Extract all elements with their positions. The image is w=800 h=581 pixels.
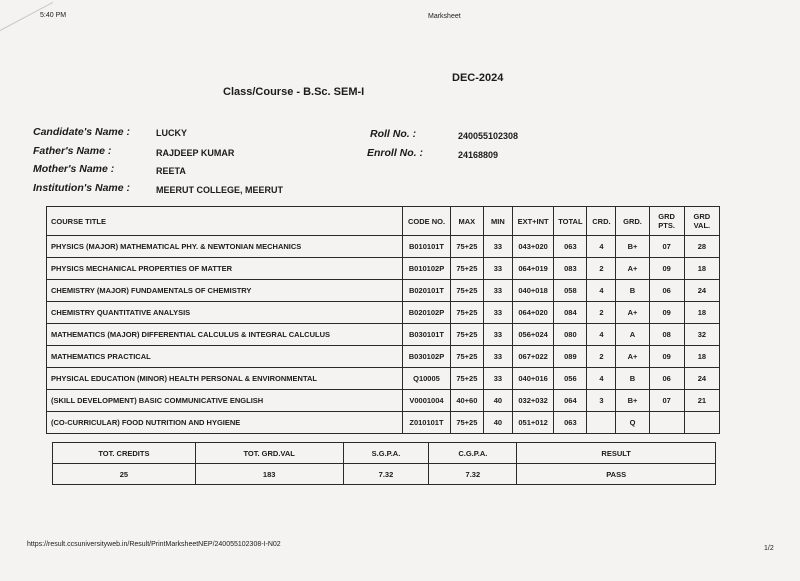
cell-ext-int: 043+020 <box>512 236 553 258</box>
cell-grade-points: 06 <box>649 368 684 390</box>
cell-min: 33 <box>483 302 512 324</box>
header-min: MIN <box>483 207 512 236</box>
cell-ext-int: 032+032 <box>512 390 553 412</box>
cell-min: 33 <box>483 258 512 280</box>
total-credits-value: 25 <box>53 464 196 485</box>
cell-total: 083 <box>554 258 587 280</box>
course-title: Class/Course - B.Sc. SEM-I <box>223 86 365 98</box>
cell-credit: 2 <box>587 302 616 324</box>
institution-name-value: MEERUT COLLEGE, MEERUT <box>156 185 284 195</box>
cell-code-no: Z010101T <box>403 412 451 434</box>
table-row <box>47 346 720 368</box>
header-grade: GRD. <box>616 207 649 236</box>
cell-grade-value: 28 <box>684 236 719 258</box>
cell-min: 33 <box>483 324 512 346</box>
cell-min: 33 <box>483 236 512 258</box>
cell-grade-points: 08 <box>649 324 684 346</box>
cell-code-no: Q10005 <box>403 368 451 390</box>
cell-total: 056 <box>554 368 587 390</box>
cell-course-title: PHYSICS MECHANICAL PROPERTIES OF MATTER <box>47 258 403 280</box>
roll-no-label: Roll No. : <box>370 128 417 140</box>
father-name-value: RAJDEEP KUMAR <box>156 148 235 158</box>
cell-total: 064 <box>554 390 587 412</box>
mother-name-label: Mother's Name : <box>33 163 115 175</box>
roll-no-value: 240055102308 <box>458 131 519 141</box>
cell-grade-value: 18 <box>684 346 719 368</box>
candidate-name-value: LUCKY <box>156 128 187 138</box>
summary-header-result: RESULT <box>517 443 716 464</box>
summary-header-grade-value: TOT. GRD.VAL <box>195 443 343 464</box>
cell-ext-int: 040+016 <box>512 368 553 390</box>
cell-grade: A+ <box>616 346 649 368</box>
summary-header-sgpa: S.G.P.A. <box>343 443 429 464</box>
cell-course-title: CHEMISTRY (MAJOR) FUNDAMENTALS OF CHEMISTRY <box>47 280 403 302</box>
page-number: 1/2 <box>764 545 774 552</box>
cell-grade: B <box>616 368 649 390</box>
cgpa-value: 7.32 <box>429 464 517 485</box>
print-time: 5:40 PM <box>40 12 67 19</box>
cell-grade-value: 24 <box>684 368 719 390</box>
table-row <box>47 236 720 258</box>
cell-code-no: B030101T <box>403 324 451 346</box>
cell-credit: 4 <box>587 236 616 258</box>
cell-ext-int: 051+012 <box>512 412 553 434</box>
cell-max: 75+25 <box>450 236 483 258</box>
cell-max: 75+25 <box>450 302 483 324</box>
cell-total: 080 <box>554 324 587 346</box>
cell-credit: 4 <box>587 280 616 302</box>
header-max: MAX <box>450 207 483 236</box>
header-grade-points: GRD PTS. <box>649 207 684 236</box>
cell-ext-int: 064+020 <box>512 302 553 324</box>
cell-total: 089 <box>554 346 587 368</box>
cell-total: 063 <box>554 236 587 258</box>
cell-grade: B <box>616 280 649 302</box>
cell-code-no: B020102P <box>403 302 451 324</box>
cell-grade: B+ <box>616 390 649 412</box>
cell-max: 75+25 <box>450 258 483 280</box>
candidate-name-label: Candidate's Name : <box>33 126 131 138</box>
cell-grade-points: 06 <box>649 280 684 302</box>
header-grade-value: GRD VAL. <box>684 207 719 236</box>
cell-grade-points: 09 <box>649 258 684 280</box>
cell-total: 084 <box>554 302 587 324</box>
cell-max: 75+25 <box>450 368 483 390</box>
cell-min: 40 <box>483 412 512 434</box>
cell-code-no: B020101T <box>403 280 451 302</box>
header-course-title: COURSE TITLE <box>47 207 403 236</box>
cell-credit: 4 <box>587 368 616 390</box>
summary-header-credits: TOT. CREDITS <box>53 443 196 464</box>
header-ext-int: EXT+INT <box>512 207 553 236</box>
cell-ext-int: 040+018 <box>512 280 553 302</box>
cell-code-no: V0001004 <box>403 390 451 412</box>
cell-grade-points: 09 <box>649 346 684 368</box>
table-row <box>47 368 720 390</box>
summary-header-row <box>53 443 716 464</box>
cell-grade: Q <box>616 412 649 434</box>
cell-credit: 2 <box>587 346 616 368</box>
enroll-no-label: Enroll No. : <box>367 147 423 159</box>
cell-max: 75+25 <box>450 280 483 302</box>
cell-total: 063 <box>554 412 587 434</box>
table-row <box>47 324 720 346</box>
marks-header-row <box>47 207 720 236</box>
enroll-no-value: 24168809 <box>458 150 499 160</box>
cell-credit: 2 <box>587 258 616 280</box>
summary-header-cgpa: C.G.P.A. <box>429 443 517 464</box>
header-total: TOTAL <box>554 207 587 236</box>
cell-grade: A+ <box>616 302 649 324</box>
exam-session: DEC-2024 <box>452 72 504 84</box>
summary-table <box>52 442 716 485</box>
cell-course-title: PHYSICAL EDUCATION (MINOR) HEALTH PERSONAL & ENVIRONMENTAL <box>47 368 403 390</box>
table-row <box>47 258 720 280</box>
print-url: https://result.ccsuniversityweb.in/Result/PrintMarksheetNEP/240055102308-I-N02 <box>27 541 281 548</box>
cell-credit <box>587 412 616 434</box>
cell-min: 40 <box>483 390 512 412</box>
cell-grade-value: 18 <box>684 258 719 280</box>
cell-max: 75+25 <box>450 412 483 434</box>
cell-max: 40+60 <box>450 390 483 412</box>
sgpa-value: 7.32 <box>343 464 429 485</box>
table-row <box>47 412 720 434</box>
cell-min: 33 <box>483 280 512 302</box>
cell-grade: A <box>616 324 649 346</box>
cell-code-no: B030102P <box>403 346 451 368</box>
cell-grade-value: 32 <box>684 324 719 346</box>
cell-min: 33 <box>483 368 512 390</box>
cell-course-title: MATHEMATICS (MAJOR) DIFFERENTIAL CALCULUS & INTEGRAL CALCULUS <box>47 324 403 346</box>
header-credit: CRD. <box>587 207 616 236</box>
cell-credit: 4 <box>587 324 616 346</box>
cell-grade-points <box>649 412 684 434</box>
cell-ext-int: 067+022 <box>512 346 553 368</box>
total-grade-value: 183 <box>195 464 343 485</box>
result-value: PASS <box>517 464 716 485</box>
cell-course-title: CHEMISTRY QUANTITATIVE ANALYSIS <box>47 302 403 324</box>
cell-course-title: MATHEMATICS PRACTICAL <box>47 346 403 368</box>
mother-name-value: REETA <box>156 166 186 176</box>
cell-course-title: (CO-CURRICULAR) FOOD NUTRITION AND HYGIENE <box>47 412 403 434</box>
header-code-no: CODE NO. <box>403 207 451 236</box>
table-row <box>47 302 720 324</box>
cell-code-no: B010101T <box>403 236 451 258</box>
summary-value-row <box>53 464 716 485</box>
cell-ext-int: 056+024 <box>512 324 553 346</box>
cell-grade-value: 18 <box>684 302 719 324</box>
cell-grade: B+ <box>616 236 649 258</box>
print-title: Marksheet <box>428 13 461 20</box>
cell-grade-value: 24 <box>684 280 719 302</box>
cell-grade-points: 09 <box>649 302 684 324</box>
institution-name-label: Institution's Name : <box>33 182 131 194</box>
cell-grade-points: 07 <box>649 390 684 412</box>
cell-ext-int: 064+019 <box>512 258 553 280</box>
cell-code-no: B010102P <box>403 258 451 280</box>
cell-credit: 3 <box>587 390 616 412</box>
cell-grade-value <box>684 412 719 434</box>
cell-min: 33 <box>483 346 512 368</box>
cell-max: 75+25 <box>450 346 483 368</box>
cell-total: 058 <box>554 280 587 302</box>
cell-course-title: PHYSICS (MAJOR) MATHEMATICAL PHY. & NEWTONIAN MECHANICS <box>47 236 403 258</box>
father-name-label: Father's Name : <box>33 145 112 157</box>
cell-max: 75+25 <box>450 324 483 346</box>
cell-grade: A+ <box>616 258 649 280</box>
cell-course-title: (SKILL DEVELOPMENT) BASIC COMMUNICATIVE ENGLISH <box>47 390 403 412</box>
table-row <box>47 390 720 412</box>
cell-grade-value: 21 <box>684 390 719 412</box>
cell-grade-points: 07 <box>649 236 684 258</box>
table-row <box>47 280 720 302</box>
marks-table <box>46 206 720 434</box>
